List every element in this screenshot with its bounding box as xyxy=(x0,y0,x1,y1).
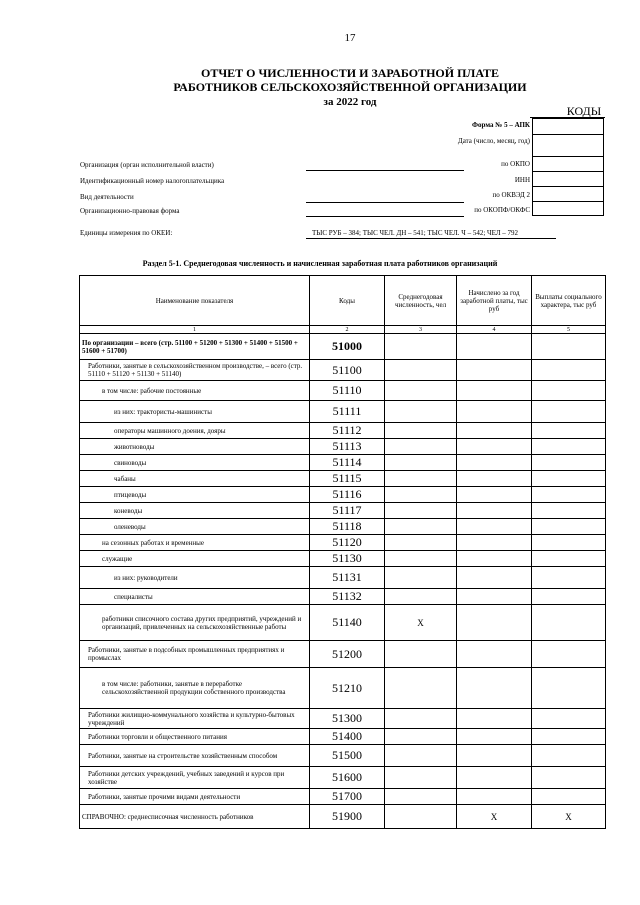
main-table xyxy=(79,275,606,829)
indicator-name-cell: Работники жилищно-коммунального хозяйства и культурно-бытовых учреждений xyxy=(80,709,310,729)
avg-headcount-cell[interactable] xyxy=(385,471,457,487)
social-payments-cell[interactable] xyxy=(532,789,606,805)
header-wages: Начислено за год заработной платы, тыс руб xyxy=(457,276,532,326)
code-cell: 51116 xyxy=(310,487,385,503)
wages-cell[interactable] xyxy=(457,487,532,503)
table-row xyxy=(80,519,606,535)
code-cell: 51131 xyxy=(310,567,385,589)
code-cell: 51140 xyxy=(310,605,385,641)
avg-headcount-cell[interactable] xyxy=(385,401,457,423)
avg-headcount-cell[interactable] xyxy=(385,455,457,471)
code-cell: 51100 xyxy=(310,360,385,381)
code-cell: 51200 xyxy=(310,641,385,668)
social-payments-cell[interactable] xyxy=(532,381,606,401)
code-cell: 51210 xyxy=(310,668,385,709)
social-payments-cell[interactable] xyxy=(532,767,606,789)
code-cell: 51900 xyxy=(310,805,385,829)
table-row xyxy=(80,503,606,519)
code-cell: 51120 xyxy=(310,535,385,551)
table-row xyxy=(80,360,606,381)
social-payments-cell[interactable] xyxy=(532,423,606,439)
social-payments-cell[interactable] xyxy=(532,471,606,487)
code-cell: 51132 xyxy=(310,589,385,605)
wages-cell[interactable] xyxy=(457,360,532,381)
code-cell: 51300 xyxy=(310,709,385,729)
okpo-label: по ОКПО xyxy=(501,160,530,168)
table-row xyxy=(80,551,606,567)
social-payments-cell[interactable] xyxy=(532,503,606,519)
social-payments-cell[interactable] xyxy=(532,455,606,471)
indicator-name-cell: в том числе: работники, занятые в переработке сельскохозяйственной продукции собственного производства xyxy=(80,668,310,709)
code-cell: 51110 xyxy=(310,381,385,401)
wages-cell[interactable] xyxy=(457,589,532,605)
okei-label: Единицы измерения по ОКЕИ: xyxy=(80,229,173,237)
social-payments-cell[interactable] xyxy=(532,551,606,567)
table-row xyxy=(80,745,606,767)
indicator-name-cell: Работники детских учреждений, учебных заведений и курсов при хозяйстве xyxy=(80,767,310,789)
social-payments-cell[interactable] xyxy=(532,709,606,729)
code-cell: 51117 xyxy=(310,503,385,519)
social-payments-cell[interactable] xyxy=(532,535,606,551)
col-number: 5 xyxy=(532,326,606,334)
wages-cell[interactable] xyxy=(457,535,532,551)
wages-cell[interactable] xyxy=(457,641,532,668)
date-label: Дата (число, месяц, год) xyxy=(457,137,530,145)
inn-field-label: Идентификационный номер налогоплательщика xyxy=(80,177,225,185)
table-row xyxy=(80,455,606,471)
wages-cell[interactable]: X xyxy=(457,805,532,829)
table-row xyxy=(80,709,606,729)
report-period: за 2022 год xyxy=(323,96,377,108)
wages-cell[interactable] xyxy=(457,503,532,519)
table-row xyxy=(80,567,606,589)
code-box-inn[interactable] xyxy=(533,172,603,187)
indicator-name-cell: Работники, занятые на строительстве хозяйственным способом xyxy=(80,745,310,767)
table-row xyxy=(80,605,606,641)
code-cell: 51000 xyxy=(310,334,385,360)
header-codes: Коды xyxy=(310,276,385,326)
social-payments-cell[interactable] xyxy=(532,668,606,709)
header-social-payments: Выплаты социального характера, тыс руб xyxy=(532,276,606,326)
table-row xyxy=(80,729,606,745)
code-cell: 51600 xyxy=(310,767,385,789)
okopf-label: по ОКОПФ/ОКФС xyxy=(474,206,530,214)
avg-headcount-cell[interactable] xyxy=(385,503,457,519)
code-cell: 51112 xyxy=(310,423,385,439)
social-payments-cell[interactable] xyxy=(532,334,606,360)
page-number: 17 xyxy=(344,32,356,44)
code-box-form[interactable] xyxy=(533,119,603,135)
code-cell: 51114 xyxy=(310,455,385,471)
avg-headcount-cell[interactable] xyxy=(385,519,457,535)
okei-underline xyxy=(306,238,556,239)
avg-headcount-cell[interactable] xyxy=(385,745,457,767)
indicator-name-cell: коневоды xyxy=(80,503,310,519)
table-row xyxy=(80,487,606,503)
avg-headcount-cell[interactable] xyxy=(385,535,457,551)
avg-headcount-cell[interactable] xyxy=(385,334,457,360)
wages-cell[interactable] xyxy=(457,334,532,360)
social-payments-cell[interactable] xyxy=(532,487,606,503)
table-row xyxy=(80,805,606,829)
legal-form-label: Организационно-правовая форма xyxy=(80,207,180,215)
col-number: 3 xyxy=(385,326,457,334)
avg-headcount-cell[interactable] xyxy=(385,668,457,709)
codes-header: КОДЫ xyxy=(566,104,602,118)
code-cell: 51113 xyxy=(310,439,385,455)
table-row xyxy=(80,334,606,360)
legal-form-line[interactable] xyxy=(306,216,464,217)
avg-headcount-cell[interactable] xyxy=(385,589,457,605)
wages-cell[interactable] xyxy=(457,729,532,745)
report-title-line-2: РАБОТНИКОВ СЕЛЬСКОХОЗЯЙСТВЕННОЙ ОРГАНИЗАЦИИ xyxy=(173,80,527,94)
indicator-name-cell: свиноводы xyxy=(80,455,310,471)
table-row xyxy=(80,789,606,805)
wages-cell[interactable] xyxy=(457,519,532,535)
social-payments-cell[interactable] xyxy=(532,605,606,641)
indicator-name-cell: животноводы xyxy=(80,439,310,455)
indicator-name-cell: работники списочного состава других предприятий, учреждений и организаций, привлеченных на сельскохозяйственные работы xyxy=(80,605,310,641)
social-payments-cell[interactable] xyxy=(532,745,606,767)
col-number: 1 xyxy=(80,326,310,334)
org-name-line[interactable] xyxy=(306,170,464,171)
wages-cell[interactable] xyxy=(457,401,532,423)
code-cell: 51500 xyxy=(310,745,385,767)
wages-cell[interactable] xyxy=(457,709,532,729)
table-row xyxy=(80,641,606,668)
avg-headcount-cell[interactable] xyxy=(385,729,457,745)
code-cell: 51130 xyxy=(310,551,385,567)
wages-cell[interactable] xyxy=(457,668,532,709)
table-row xyxy=(80,401,606,423)
social-payments-cell[interactable] xyxy=(532,401,606,423)
wages-cell[interactable] xyxy=(457,767,532,789)
code-cell: 51111 xyxy=(310,401,385,423)
indicator-name-cell: на сезонных работах и временные xyxy=(80,535,310,551)
inn-label: ИНН xyxy=(514,176,530,184)
wages-cell[interactable] xyxy=(457,381,532,401)
indicator-name-cell: оленеводы xyxy=(80,519,310,535)
avg-headcount-cell[interactable] xyxy=(385,567,457,589)
activity-label: Вид деятельности xyxy=(80,193,134,201)
avg-headcount-cell[interactable] xyxy=(385,767,457,789)
wages-cell[interactable] xyxy=(457,567,532,589)
table-row xyxy=(80,589,606,605)
code-cell: 51400 xyxy=(310,729,385,745)
table-row xyxy=(80,535,606,551)
indicator-name-cell: Работники торговли и общественного питания xyxy=(80,729,310,745)
indicator-name-cell: птицеводы xyxy=(80,487,310,503)
social-payments-cell[interactable]: X xyxy=(532,805,606,829)
table-row xyxy=(80,381,606,401)
code-box-date[interactable] xyxy=(533,135,603,157)
section-title: Раздел 5-1. Среднегодовая численность и начисленная заработная плата работников организаций xyxy=(142,259,498,268)
indicator-name-cell: служащие xyxy=(80,551,310,567)
indicator-name-cell: в том числе: рабочие постоянные xyxy=(80,381,310,401)
col-number: 2 xyxy=(310,326,385,334)
report-title-line-1: ОТЧЕТ О ЧИСЛЕННОСТИ И ЗАРАБОТНОЙ ПЛАТЕ xyxy=(201,66,499,80)
social-payments-cell[interactable] xyxy=(532,729,606,745)
social-payments-cell[interactable] xyxy=(532,567,606,589)
social-payments-cell[interactable] xyxy=(532,641,606,668)
code-box-okved[interactable] xyxy=(533,187,603,202)
wages-cell[interactable] xyxy=(457,423,532,439)
wages-cell[interactable] xyxy=(457,471,532,487)
codes-grid xyxy=(532,118,604,216)
indicator-name-cell: СПРАВОЧНО: среднесписочная численность работников xyxy=(80,805,310,829)
avg-headcount-cell[interactable] xyxy=(385,423,457,439)
table-row xyxy=(80,471,606,487)
okved-label: по ОКВЭД 2 xyxy=(492,191,530,199)
social-payments-cell[interactable] xyxy=(532,589,606,605)
form-number-label: Форма № 5 – АПК xyxy=(472,121,530,129)
indicator-name-cell: специалисты xyxy=(80,589,310,605)
header-avg-headcount: Среднегодовая численность, чел xyxy=(385,276,457,326)
avg-headcount-cell[interactable] xyxy=(385,487,457,503)
social-payments-cell[interactable] xyxy=(532,439,606,455)
indicator-name-cell: операторы машинного доения, дояры xyxy=(80,423,310,439)
code-cell: 51115 xyxy=(310,471,385,487)
wages-cell[interactable] xyxy=(457,605,532,641)
avg-headcount-cell[interactable] xyxy=(385,709,457,729)
indicator-name-cell: По организации – всего (стр. 51100 + 51200 + 51300 + 51400 + 51500 + 51600 + 51700) xyxy=(80,334,310,360)
indicator-name-cell: чабаны xyxy=(80,471,310,487)
header-indicator-name: Наименование показателя xyxy=(80,276,310,326)
code-box-okopf[interactable] xyxy=(533,202,603,215)
table-row xyxy=(80,439,606,455)
activity-line[interactable] xyxy=(306,202,464,203)
col-number: 4 xyxy=(457,326,532,334)
indicator-name-cell: Работники, занятые в подсобных промышленных предприятиях и промыслах xyxy=(80,641,310,668)
indicator-name-cell: из них: руководители xyxy=(80,567,310,589)
indicator-name-cell: Работники, занятые в сельскохозяйственном производстве, – всего (стр. 51110 + 51120 + 51130 + 51140) xyxy=(80,360,310,381)
wages-cell[interactable] xyxy=(457,745,532,767)
wages-cell[interactable] xyxy=(457,455,532,471)
avg-headcount-cell[interactable] xyxy=(385,439,457,455)
org-name-label: Организация (орган исполнительной власти) xyxy=(80,161,214,169)
code-box-okpo[interactable] xyxy=(533,157,603,172)
table-row xyxy=(80,668,606,709)
avg-headcount-cell[interactable] xyxy=(385,360,457,381)
table-row xyxy=(80,767,606,789)
social-payments-cell[interactable] xyxy=(532,519,606,535)
avg-headcount-cell[interactable]: X xyxy=(385,605,457,641)
indicator-name-cell: Работники, занятые прочими видами деятельности xyxy=(80,789,310,805)
wages-cell[interactable] xyxy=(457,551,532,567)
social-payments-cell[interactable] xyxy=(532,360,606,381)
avg-headcount-cell[interactable] xyxy=(385,551,457,567)
avg-headcount-cell[interactable] xyxy=(385,641,457,668)
indicator-name-cell: из них: трактористы-машинисты xyxy=(80,401,310,423)
wages-cell[interactable] xyxy=(457,789,532,805)
avg-headcount-cell[interactable] xyxy=(385,381,457,401)
table-row xyxy=(80,423,606,439)
code-cell: 51118 xyxy=(310,519,385,535)
avg-headcount-cell[interactable] xyxy=(385,789,457,805)
wages-cell[interactable] xyxy=(457,439,532,455)
okei-value: ТЫС РУБ – 384; ТЫС ЧЕЛ. ДН – 541; ТЫС ЧЕЛ. Ч – 542; ЧЕЛ – 792 xyxy=(312,229,518,237)
avg-headcount-cell[interactable] xyxy=(385,805,457,829)
code-cell: 51700 xyxy=(310,789,385,805)
